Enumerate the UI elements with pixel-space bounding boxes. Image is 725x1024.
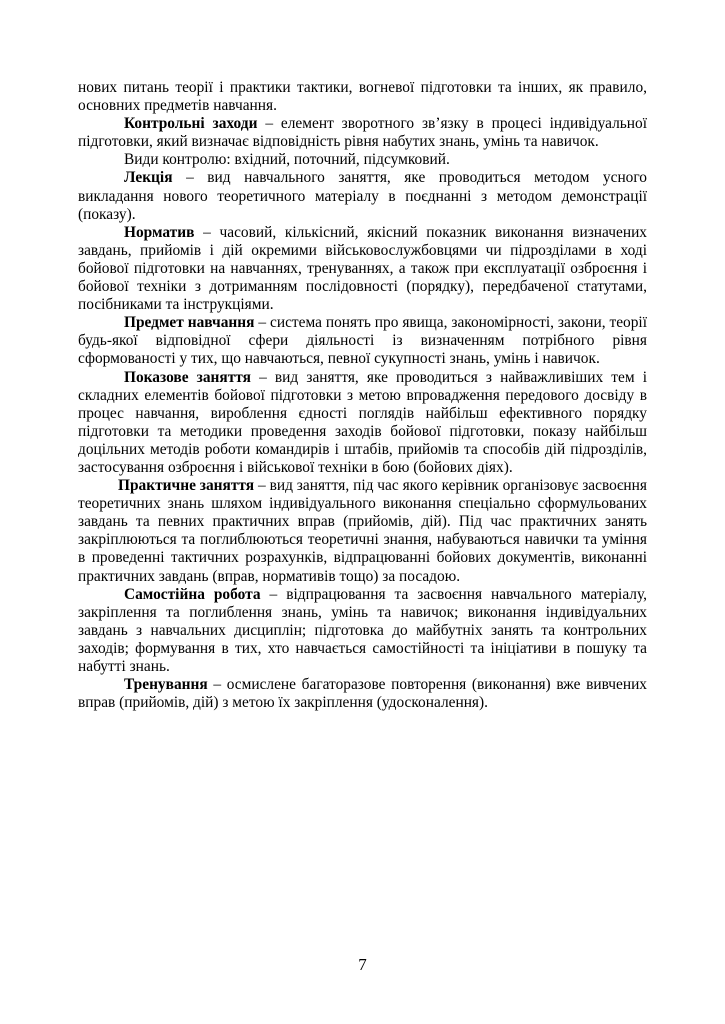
paragraph-pokazove-zaniattia xyxy=(78,369,647,478)
term-lektsiia: Лекція xyxy=(124,169,173,187)
paragraph-trenuvannia xyxy=(78,676,647,712)
definition-kontrolni-zakhody: – елемент зворотного зв’язку в процесі індивідуальної підготовки, який визначає відповідність рівня набутих знань, умінь та навичок. xyxy=(78,115,647,151)
term-trenuvannia: Тренування xyxy=(124,676,208,694)
paragraph-predmet-navchannia xyxy=(78,314,647,368)
definition-trenuvannia: – осмислене багаторазове повторення (виконання) вже вивчених вправ (прийомів, дій) з метою їх закріплення (удосконалення). xyxy=(78,676,647,712)
term-predmet-navchannia: Предмет навчання xyxy=(124,314,255,332)
paragraph-vydy-kontroliu: Види контролю: вхідний, поточний, підсумковий. xyxy=(124,151,450,169)
paragraph-praktychne-zaniattia xyxy=(78,477,647,586)
paragraph-lektsiia xyxy=(78,169,647,223)
definition-normatyv: – часовий, кількісний, якісний показник виконання визначених завдань, прийомів і дій окремими військовослужбовцями чи підрозділами в ході бойової підготовки на навчаннях, тренуваннях, а також при експлуатації озброєння і бойової техніки з дотриманням послідовності (порядку), передбаченої статутами, посібниками та інструкціями. xyxy=(78,223,647,314)
document-body xyxy=(78,79,647,712)
intro-paragraph: нових питань теорії і практики тактики, вогневої підготовки та інших, як правило, основних предметів навчання. xyxy=(78,79,647,115)
term-pokazove-zaniattia: Показове заняття xyxy=(124,368,251,386)
term-normatyv: Норматив xyxy=(124,223,195,241)
definition-lektsiia: – вид навчального заняття, яке проводиться методом усного викладання нового теоретичного матеріалу в поєднанні з методом демонстрації (показу). xyxy=(78,169,647,223)
definition-predmet-navchannia: – система понять про явища, закономірності, закони, теорії будь-якої відповідної сфери діяльності із визначенням потрібного рівня сформованості у тих, що навчаються, певної сукупності знань, умінь і навичок. xyxy=(78,314,647,368)
page-number: 7 xyxy=(358,955,367,974)
term-praktychne-zaniattia: Практичне заняття xyxy=(118,477,255,495)
definition-samostiina-robota: – відпрацювання та засвоєння навчального матеріалу, закріплення та поглиблення знань, умінь та навичок; виконання індивідуальних завдань з навчальних дисциплін; підготовка до майбутніх занять та контрольних заходів; формування в тих, хто навчається самостійності та ініціативи в пошуку та набутті знань. xyxy=(78,585,647,675)
definition-praktychne-zaniattia: – вид заняття, під час якого керівник організовує засвоєння теоретичних знань шляхом індивідуального виконання спеціально сформульованих завдань та певних практичних вправ (прийомів, дій). Під час практичних занять закріплюються та поглиблюються теоретичні знання, набуваються навички та уміння в проведенні тактичних розрахунків, відпрацюванні бойових документів, виконанні практичних завдань (вправ, нормативів тощо) за посадою. xyxy=(78,477,647,585)
paragraph-samostiina-robota xyxy=(78,586,647,676)
paragraph-normatyv xyxy=(78,224,647,314)
term-kontrolni-zakhody: Контрольні заходи xyxy=(124,115,258,133)
term-samostiina-robota: Самостійна робота xyxy=(124,585,261,603)
paragraph-kontrolni-zakhody xyxy=(78,115,647,151)
definition-pokazove-zaniattia: – вид заняття, яке проводиться з найважливіших тем і складних елементів бойової підготовки з метою впровадження передового досвіду в процес навчання, вироблення єдності поглядів найбільш ефективного порядку підготовки та методики проведення заходів бойової підготовки, показу найбільш доцільних методів роботи командирів і штабів, прийомів та способів дій підрозділів, застосування озброєння і військової техніки в бою (бойових діях). xyxy=(78,368,647,476)
